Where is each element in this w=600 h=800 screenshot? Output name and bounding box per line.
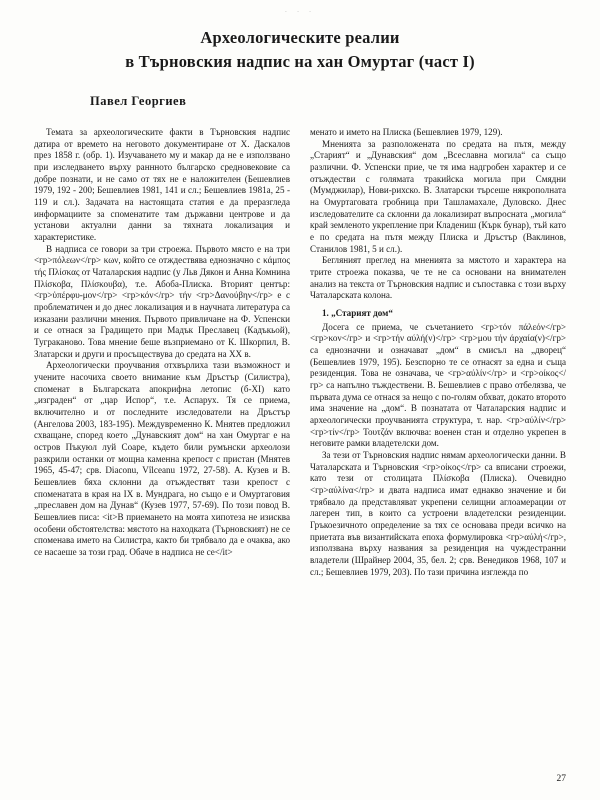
paragraph: менато и името на Плиска (Бешевлиев 1979, 129). [310, 126, 503, 137]
page-number: 27 [556, 774, 566, 784]
paragraph: Темата за археологическите факти в Търновския надпис датира от времето на неговото документиране от Х. Даскалов през 1858 г. (обр. 1). Изучаването му и макар да не е използвано при изследването върху раннното българско средновековие са добре познати, и не само от тях не е наложителен (Бешевлиев 1979, 192 - 200; Бешевлиев 1981, 141 и сл.; Бешевлиев 1981а, 25 - 119 и сл.). Задачата на настоящата статия е да преразгледа информациите за споменатите там държавни центрове и да установи актуални данни за тяхната локализация и характеристике. [34, 126, 290, 242]
paragraph: Археологически проучвания отхвърлиха тази възможност и учените насочиха своето внимание към Дръстър (Силистра), споменат в Българската апокрифна летопис (б-ХІ) като „изграден“ от „цар Испор“, т.е. Аспарух. Тя се приема, включително и от последните изследователи на Дръстър (Ангелова 2003, 183-195). Междувременно К. Мнятев предложил схващане, според което „Дунавският дом“ на хан Омуртаг е на остров Пъкуюл луй Соаре, където били румънски археолози разкрили останки от мощна каменна крепост с пристан (Мнятев 1965, 45-47; срв. Diaconu, Vîlceanu 1972, 27-58). А. Кузев и В. Бешевлиев бяха склонни да отъждествят тази крепост с споменатата в края на IХ в. Мундрага, но също е и Омуртаговия „преславен дом на Дунав“ (Кузев 1977, 57-69). По този повод В. Бешевлиев писа: <it>В приемането на моята хипотеза не изисква особени обстоятелства: мястото на находката (Търновският) не се споменава името на Силистра, както би трябвало да е очаква, ако се насаеше за този град. Обаче в надписа не се</it> [34, 360, 290, 558]
page-top-mark: · · · [284, 8, 316, 16]
author-name: Павел Георгиев [90, 93, 187, 108]
paragraph: Бегляният преглед на мненията за мястото и характера на трите строежа показва, че те не са основани на внимателен анализ на текста от Търновския надпис и съпоставка с този върху Чаталарската колона. [310, 255, 566, 301]
two-column-body [34, 127, 566, 579]
title-line-1: Археологическите реалии [200, 28, 400, 47]
section-heading: 1. „Старият дом“ [322, 307, 393, 318]
paragraph: В надписа се говори за три строежа. Първото място е на три <гр>πόλεων</гр> κων, който се отждествява еднозначно с κάμπος τής Πλίσκας от Чаталарския надпис (у Льв Дякон и Анна Комнина Πλίσκοβα, Πλίσκουβα), т.е. Абоба-Плиска. Вторият център: <гр>ὑπέρφυ-μον</гр> <гр>κόν</гр> τήν <гр>Δανούβην</гр> е с проблематичен и до днес локализация и в научната литература са изказани различни мнения. Първото привличане на Ф. Успенски и се отнася за Градището при Мадък Преславец (Кадъкьой), Туграканово. Това мнение беше възприемано от К. Шкорпил, В. Златарски и други и просъществува до средата на ХХ в. [34, 243, 290, 359]
paragraph: За тези от Търновския надпис нямам археологически данни. В Чаталарската и Търновския <гр>οίκος</гр> са вписани строежи, като тези от столицата Πλίσκοβα (Плиска). Очевидно <гр>αύλίνα</гр> и двата надписа имат еднакво значение и би трябвало да представляват укрепени селищни аглоамерации от лагерен тип, в които са устроени владетелски резиденции. Гръкоезичното определение за тях се основава преди всичко на приетата във византийската епоха формулировка <гр>αύλή</гр>, използвана върху названия за резиденция на чуждестранни владетели (Шрайнер 2004, 35, бел. 2; срв. Венедиков 1968, 107 и сл.; Бешевлиев 1979, 203). По тази причина изглежда по [310, 449, 566, 577]
left-column [34, 127, 290, 559]
page-title [34, 26, 566, 74]
title-line-2: в Търновския надпис на хан Омуртаг (част I) [125, 51, 475, 71]
right-column [310, 127, 566, 579]
paragraph: Досега се приема, че съчетанието <гр>τόν πάλεόν</гр> <гр>κον</гр> и <гр>τήν αύλή(ν)</гр> <гр>μου τήν άρχαία(ν)</гр> са еднозначни и означават „дом“ в смисъл на „дворец“ (Бешевлиев 1979, 195). Безспорно те се отнасят за една и съща резиденция. Това не означава, че <гр>αύλίν</гр> и <гр>οίκος</гр> са напълно тъждествени. В. Бешевлиев с право отбелязва, че първата дума се отнася за нещо с по-голям обхват, докато второто има значение на „дом“. В познатата от Чаталарския надпис и археологически проучванията структура, т. нар. <гр>αύλίν</гр> <гр>τίν</гр> Τουτζάν включва: военен стан и отделно укрепен в неговите рамки владетелски дом. [310, 321, 566, 449]
paragraph: Мненията за разположената по средата на пътя, между „Старият“ и „Дунавския“ дом „Всеславна могила“ са също различни. Ф. Успенски прие, че тя има надгробен характер и се отъждестви с голямата тракийска могила при Смядни (Мумджилар), Нови-рихско. В. Златарски търсеше някрополната на Омуртаговата гробница при Ташламахале, Дуловско. Днес изследователите са склонни да локализират въпросната „могила“ край земленото укрепление при Кладениш (Кърк бунар), тъй като е по средата на пътя между Плиска и Дръстър (Ваклинов, Станилов 1981, 5 и сл.). [310, 138, 566, 254]
